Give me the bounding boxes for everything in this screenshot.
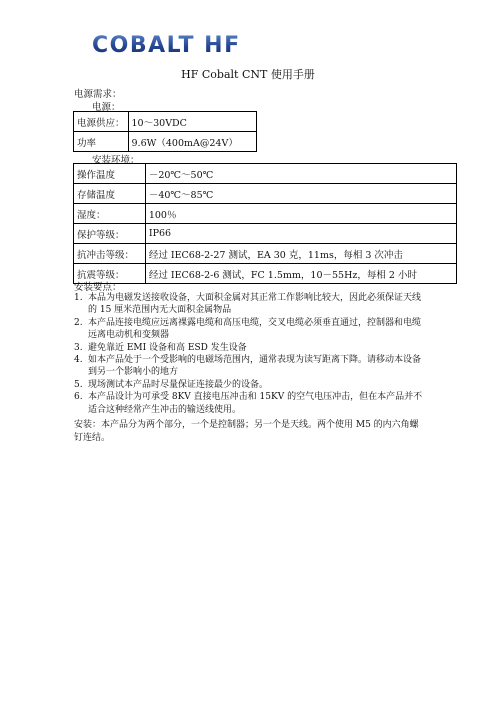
spec-key: 抗震等级：	[74, 264, 146, 284]
list-item	[74, 317, 424, 342]
spec-value: 10～30VDC	[128, 112, 256, 132]
list-text: 本产品连接电缆应远离裸露电缆和高压电缆，交叉电缆必须垂直通过，控制器和电缆远离电动机和变频器	[88, 317, 422, 341]
environment-spec-table	[73, 163, 457, 284]
power-label: 电源：	[92, 102, 121, 113]
spec-value: 100％	[145, 204, 456, 224]
installation-notes	[74, 292, 424, 416]
list-number: 6.	[74, 392, 83, 403]
spec-value: IP66	[145, 224, 456, 244]
list-item	[74, 342, 424, 354]
table-row	[74, 112, 257, 132]
table-row	[74, 184, 457, 204]
table-row	[74, 164, 457, 184]
spec-key: 保护等级：	[74, 224, 146, 244]
installation-notes-title: 安装要点：	[74, 282, 122, 293]
table-row	[74, 132, 257, 152]
power-spec-table	[73, 111, 257, 152]
list-text: 本产品设计为可承受 8KV 直接电压冲击和 15KV 的空气电压冲击，但在本产品并不适合这种经常产生冲击的输送线使用。	[88, 392, 423, 415]
list-item	[74, 391, 424, 416]
company-logo: COBALT HF	[92, 33, 241, 58]
spec-key: 存储温度	[74, 184, 146, 204]
document-title: HF Cobalt CNT 使用手册	[181, 68, 315, 81]
list-number: 3.	[74, 342, 83, 353]
list-text: 避免靠近 EMI 设备和高 ESD 发生设备	[88, 342, 247, 353]
power-requirements-label: 电源需求：	[74, 89, 122, 100]
list-number: 5.	[74, 379, 83, 390]
table-row	[74, 204, 457, 224]
spec-key: 湿度：	[74, 204, 146, 224]
list-text: 现场测试本产品时尽量保证连接最少的设备。	[88, 379, 269, 390]
spec-value: －20℃～50℃	[145, 164, 456, 184]
list-number: 2.	[74, 317, 83, 328]
list-item	[74, 354, 424, 379]
spec-key: 抗冲击等级：	[74, 244, 146, 264]
spec-value: －40℃～85℃	[145, 184, 456, 204]
environment-label: 安装环境：	[92, 155, 140, 166]
list-text: 本品为电磁发送接收设备，大面积金属对其正常工作影响比较大，因此必须保证天线的 15 厘米范围内无大面积金属物品	[88, 293, 422, 316]
list-item	[74, 292, 424, 317]
spec-value: 9.6W（400mA@24V）	[128, 132, 256, 152]
spec-value: 经过 IEC68-2-6 测试，FC 1.5mm，10－55Hz，每相 2 小时	[145, 264, 456, 284]
spec-key: 功率	[74, 132, 129, 152]
table-row	[74, 224, 457, 244]
list-number: 4.	[74, 355, 83, 366]
spec-key: 电源供应：	[74, 112, 129, 132]
list-item	[74, 379, 424, 391]
table-row	[74, 244, 457, 264]
list-number: 1.	[74, 293, 83, 303]
installation-paragraph: 安装：本产品分为两个部分，一个是控制器；另一个是天线。两个使用 M5 的内六角螺钉连结。	[74, 420, 419, 443]
list-text: 如本产品处于一个受影响的电磁场范围内，通常表现为读写距离下降。请移动本设备到另一个影响小的地方	[88, 355, 422, 378]
spec-key: 操作温度	[74, 164, 146, 184]
table-row	[74, 264, 457, 284]
spec-value: 经过 IEC68-2-27 测试，EA 30 克，11ms，每相 3 次冲击	[145, 244, 456, 264]
